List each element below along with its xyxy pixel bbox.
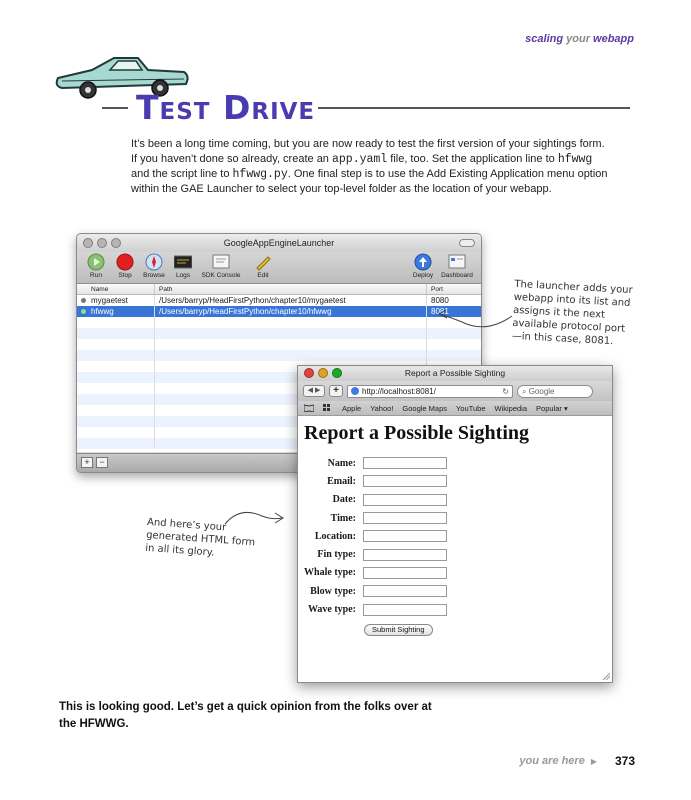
launcher-title: GoogleAppEngineLauncher [223,238,335,248]
row-port: 8080 [431,296,449,305]
whale-type-field[interactable] [363,567,447,579]
code-hfwwg-py: hfwwg.py [232,168,288,181]
bookmark-youtube[interactable]: YouTube [456,403,486,413]
label-whale-type: Whale type: [304,567,356,579]
close-icon[interactable] [83,238,93,248]
label-name: Name: [327,457,356,469]
run-button[interactable] [83,253,109,279]
email-field[interactable] [363,475,447,487]
submit-sighting-button[interactable]: Submit Sighting [364,624,433,636]
browse-button[interactable] [141,253,167,279]
bookmark-popular[interactable]: Popular ▾ [536,403,568,413]
back-forward-buttons[interactable]: ◀ ▶ [303,385,325,397]
empty-row [77,328,481,339]
browser-titlebar [298,366,612,381]
resize-grip-icon[interactable] [602,672,610,680]
search-icon: ⌕ [522,386,529,396]
label-wave-type: Wave type: [307,604,356,616]
intro-line-3a: and the script line to [131,168,233,180]
pencil-icon [254,253,272,271]
address-text: http://localhost:8081/ [362,386,436,396]
launcher-titlebar [77,234,481,252]
name-field[interactable] [363,457,447,469]
console-icon [212,254,230,270]
sdk-console-label: SDK Console [201,272,241,279]
page-content [298,416,612,637]
stop-label: Stop [118,272,132,279]
bookmark-apple[interactable]: Apple [342,403,362,413]
label-time: Time: [330,512,356,524]
stop-icon [116,253,134,271]
row-path: /Users/barryp/HeadFirstPython/chapter10/hfwwg [155,306,427,317]
search-input[interactable] [517,385,593,398]
bookmark-yahoo[interactable]: Yahoo! [370,403,394,413]
closing-paragraph: This is looking good. Let’s get a quick opinion from the folks over at the HFWWG. [59,701,432,730]
blow-type-field[interactable] [363,585,447,597]
wave-type-field[interactable] [363,604,447,616]
time-field[interactable] [363,512,447,524]
label-location: Location: [314,530,356,542]
deploy-label: Deploy [412,272,434,279]
launcher-toolbar [77,252,481,284]
intro-line-1: It’s been a long time coming, but you are now ready to test the first version of your sightings form. [131,138,605,150]
title-rule-left [102,107,128,109]
empty-row [77,350,481,361]
logs-button[interactable] [170,253,196,279]
column-header-name[interactable]: Name [77,284,155,294]
intro-line-2b: file, too. Set the application line to [387,153,558,165]
minimize-icon[interactable] [97,238,107,248]
row-path: /Users/barryp/HeadFirstPython/chapter10/mygaetest [155,295,427,306]
form-annotation: And here’s your generated HTML form in all its glory. [144,516,256,559]
globe-icon [351,387,359,395]
label-blow-type: Blow type: [310,585,356,597]
run-icon [87,253,105,271]
browse-label: Browse [143,272,165,279]
label-email: Email: [327,475,356,487]
label-date: Date: [332,494,356,506]
zoom-icon[interactable] [332,368,342,378]
dashboard-button[interactable] [439,253,475,279]
run-label: Run [90,272,102,279]
bookmark-popular-label: Popular [536,403,562,413]
bookmarks-bar [298,401,612,416]
table-row[interactable] [77,295,481,306]
row-port: 8081 [431,307,449,316]
toolbar-toggle-icon[interactable] [459,239,475,247]
section-title: Test Drive [136,88,316,127]
sdk-console-button[interactable] [199,253,243,279]
zoom-icon[interactable] [111,238,121,248]
page-number: 373 [614,754,635,768]
logs-label: Logs [175,272,191,279]
intro-line-2a: If you haven’t done so already, create an [131,153,332,165]
book-icon[interactable] [304,404,314,412]
row-name: mygaetest [91,296,128,305]
bookmark-google-maps[interactable]: Google Maps [402,403,448,413]
row-name: hfwwg [91,307,114,316]
arrow-head-form [275,513,283,523]
search-placeholder: Google [528,386,555,396]
browser-toolbar [298,381,612,401]
edit-label: Edit [257,272,269,279]
you-are-here-label: you are here [519,755,585,767]
dashboard-icon [448,254,466,270]
deploy-button[interactable] [410,253,436,279]
intro-line-3b: . One final step is to use the Add Existing Application menu option [287,168,608,180]
title-rule-right [318,107,630,109]
remove-application-button[interactable]: − [96,457,108,468]
address-bar[interactable] [347,385,513,398]
add-bookmark-button[interactable]: + [329,385,343,397]
column-header-port[interactable]: Port [431,286,443,293]
browser-title: Report a Possible Sighting [404,368,506,378]
running-header [525,33,634,45]
page-footer [519,754,635,768]
status-dot-icon [81,298,86,303]
empty-row [77,317,481,328]
compass-icon [145,253,163,271]
intro-line-4: within the GAE Launcher to select your top-level folder as the location of your webapp. [131,183,552,195]
date-field[interactable] [363,494,447,506]
column-header-path[interactable]: Path [155,284,427,294]
label-fin-type: Fin type: [317,549,356,561]
status-dot-icon [81,309,86,314]
browser-window [297,365,613,683]
fin-type-field[interactable] [363,549,447,561]
code-hfwwg: hfwwg [557,153,593,166]
deploy-icon [414,253,432,271]
launcher-annotation: The launcher adds your webapp into its list and assigns it the next available protocol port—in this case, 8081. [511,278,633,348]
intro-paragraph [131,137,611,197]
table-header [77,284,481,295]
code-app-yaml: app.yaml [331,153,388,166]
location-field[interactable] [363,530,447,542]
stop-button[interactable] [112,253,138,279]
header-part-1: scaling [525,33,567,45]
edit-button[interactable] [250,253,276,279]
grid-icon[interactable] [323,404,333,412]
add-application-button[interactable]: + [81,457,93,468]
page-heading: Report a Possible Sighting [304,422,530,444]
empty-row [77,339,481,350]
triangle-icon: ▶ [590,756,597,766]
table-row-selected[interactable] [77,306,481,317]
reload-icon[interactable]: ↻ [502,386,509,396]
logs-icon [174,254,192,270]
close-icon[interactable] [304,368,314,378]
header-part-2: your [566,33,590,45]
bookmark-wikipedia[interactable]: Wikipedia [494,403,528,413]
minimize-icon[interactable] [318,368,328,378]
header-part-3: webapp [589,33,634,45]
dashboard-label: Dashboard [441,272,473,279]
